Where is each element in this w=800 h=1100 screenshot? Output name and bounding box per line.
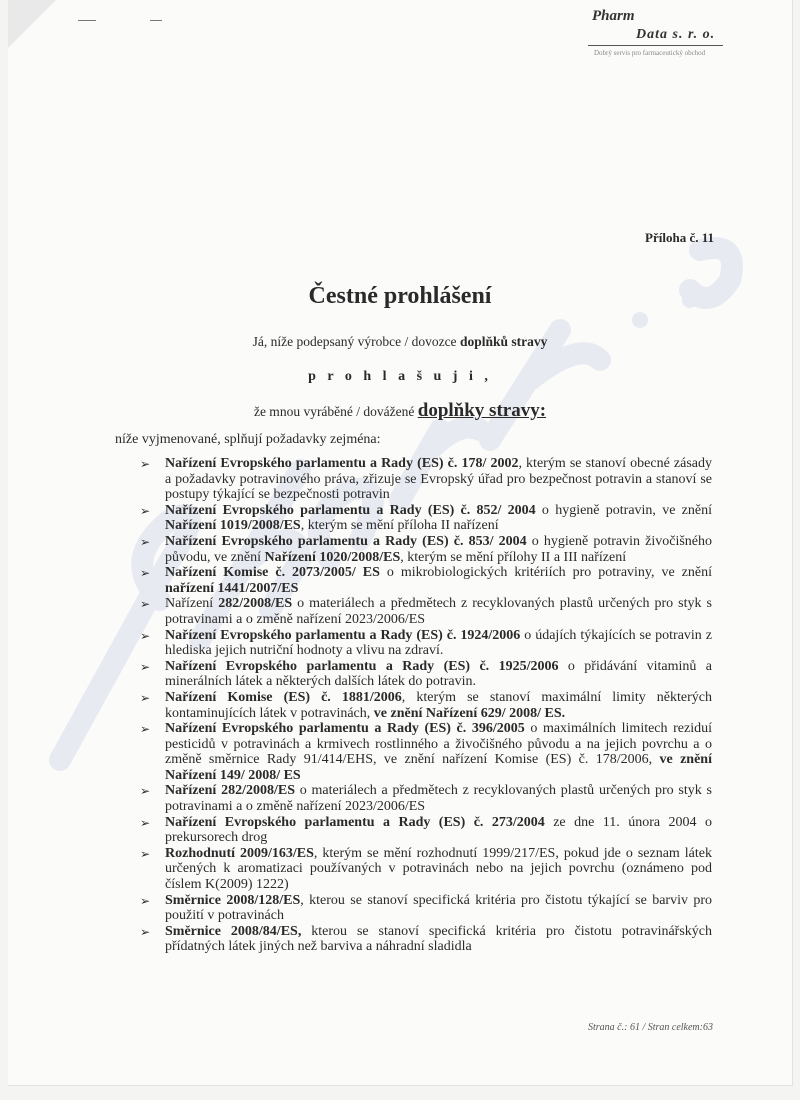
regulation-description: o materiálech a předmětech z recyklovaných plastů určených pro styk s potravinami a o změně nařízení 2023/2006/ES — [165, 783, 712, 815]
regulation-description: , kterým se mění rozhodnutí 1999/217/ES, pokud jde o seznam látek určených k aromatizaci používaných v potravinách nebo na jejich povrchu (oznámeno pod číslem K(2009) 1222) — [165, 845, 712, 893]
regulation-description: , kterým se stanoví obecné zásady a požadavky potravinového práva, zřizuje se Evropský úřad pro bezpečnost potravin a stanoví se postupy týkající se bezpečnosti potravin — [165, 456, 712, 503]
page-number: Strana č.: 61 / Stran celkem:63 — [588, 1022, 713, 1033]
scan-mark — [78, 20, 96, 21]
logo-underline — [588, 45, 723, 46]
regulation-reference: ve znění Nařízení 629/ 2008/ ES. — [373, 705, 566, 721]
products-line — [0, 400, 800, 422]
document-title: Čestné prohlášení — [308, 283, 492, 309]
regulation-description: ze dne 11. února 2004 o prekursorech drog — [165, 814, 712, 846]
arrow-bullet-icon: ➢ — [140, 566, 151, 581]
regulation-description: o materiálech a předmětech z recyklovaných plastů určených pro styk s potravinami a o změně nařízení 2023/2006/ES — [165, 596, 712, 627]
regulation-reference: nařízení 1441/2007/ES — [165, 580, 299, 596]
regulation-description: , kterou se stanoví specifická kritéria pro čistotu týkající se barviv pro použití v potravinách — [165, 892, 712, 924]
arrow-bullet-icon: ➢ — [140, 815, 151, 830]
regulation-item — [140, 534, 712, 565]
regulation-item — [140, 846, 712, 893]
products-heading: doplňky stravy: — [417, 400, 547, 421]
regulation-description: o hygieně potravin živočišného původu, ve znění — [165, 533, 713, 565]
regulation-reference: Nařízení Evropského parlamentu a Rady (ES) č. 178/ 2002 — [165, 456, 519, 471]
regulation-item — [140, 924, 712, 955]
regulation-item — [140, 815, 712, 846]
intro-line — [0, 334, 800, 350]
requirements-intro: níže vyjmenované, splňují požadavky zejména: — [115, 432, 381, 447]
arrow-bullet-icon: ➢ — [140, 503, 151, 518]
regulation-reference: Nařízení 1019/2008/ES — [165, 518, 301, 534]
regulation-reference: Nařízení Evropského parlamentu a Rady (ES) č. 1924/2006 — [165, 627, 521, 643]
arrow-bullet-icon: ➢ — [140, 893, 151, 908]
regulation-reference: Rozhodnutí 2009/163/ES — [165, 845, 314, 861]
regulation-description: , kterým se mění příloha II nařízení — [300, 518, 499, 534]
regulation-description: o mikrobiologických kritériích pro potraviny, ve znění — [379, 565, 712, 581]
regulation-item — [140, 659, 712, 690]
regulation-item — [140, 690, 712, 721]
regulation-reference: ve znění Nařízení 149/ 2008/ ES — [165, 752, 712, 783]
regulation-description: o hygieně potravin, ve znění — [535, 502, 712, 518]
intro-bold: doplňků stravy — [459, 334, 548, 349]
arrow-bullet-icon: ➢ — [140, 597, 151, 612]
folded-corner — [8, 0, 56, 48]
regulation-reference: Nařízení 1020/2008/ES — [264, 549, 401, 565]
regulation-reference: 282/2008/ES — [218, 596, 293, 612]
logo-text-pharm: Pharm — [592, 8, 635, 24]
regulation-reference: Nařízení Evropského parlamentu a Rady (ES) č. 273/2004 — [165, 814, 545, 830]
arrow-bullet-icon: ➢ — [140, 722, 151, 737]
regulation-description: , kterým se mění přílohy II a III nařízení — [400, 549, 627, 565]
regulation-item — [140, 628, 712, 659]
arrow-bullet-icon: ➢ — [140, 659, 151, 674]
arrow-bullet-icon: ➢ — [140, 784, 151, 799]
regulation-list — [140, 456, 712, 955]
regulation-description: kterou se stanoví specifická kritéria pro čistotu potravinářských přídatných látek jiných než barviva a náhradní sladidla — [165, 923, 712, 955]
regulation-description: o maximálních limitech reziduí pesticidů v potravinách a krmivech rostlinného a živočišného původu a na jejich povrchu a o změně směrnice Rady 91/414/EHS, ve znění nařízení Komise (ES) č. 178/2006, — [165, 721, 712, 768]
regulation-item — [140, 893, 712, 924]
declaration-word: p r o h l a š u j i , — [308, 369, 492, 384]
arrow-bullet-icon: ➢ — [140, 690, 151, 705]
intro-text: Já, níže podepsaný výrobce / dovozce — [252, 334, 460, 349]
regulation-reference: Směrnice 2008/128/ES — [165, 892, 301, 908]
regulation-reference: Nařízení 282/2008/ES — [165, 783, 295, 799]
products-text: že mnou vyráběné / dovážené — [253, 404, 418, 419]
regulation-reference: Nařízení Evropského parlamentu a Rady (ES) č. 853/ 2004 — [165, 533, 527, 549]
regulation-description: Nařízení — [165, 596, 219, 612]
regulation-reference: Směrnice 2008/84/ES, — [165, 923, 302, 939]
regulation-reference: Nařízení Evropského parlamentu a Rady (ES) č. 1925/2006 — [165, 658, 559, 674]
regulation-description: , kterým se stanoví maximální limity některých kontaminujících látek v potravinách, — [165, 689, 712, 721]
arrow-bullet-icon: ➢ — [140, 924, 151, 939]
regulation-item — [140, 565, 712, 596]
arrow-bullet-icon: ➢ — [140, 457, 151, 471]
regulation-item — [140, 721, 712, 783]
logo-tagline: Dobrý servis pro farmaceutický obchod — [594, 49, 706, 57]
regulation-reference: Nařízení Komise (ES) č. 1881/2006 — [165, 689, 402, 705]
regulation-reference: Nařízení Komise č. 2073/2005/ ES — [165, 565, 380, 581]
regulation-description: o údajích týkajících se potravin z hlediska jejich nutriční hodnoty a vlivu na zdraví. — [165, 627, 712, 659]
regulation-item — [140, 456, 712, 503]
regulation-reference: Nařízení Evropského parlamentu a Rady (ES) č. 396/2005 — [165, 721, 525, 737]
arrow-bullet-icon: ➢ — [140, 534, 151, 549]
arrow-bullet-icon: ➢ — [140, 628, 151, 643]
regulation-description: o přidávání vitaminů a minerálních látek a některých dalších látek do potravin. — [165, 658, 712, 690]
annex-label: Příloha č. 11 — [645, 230, 714, 245]
company-logo — [588, 8, 728, 64]
arrow-bullet-icon: ➢ — [140, 846, 151, 861]
regulation-item — [140, 783, 712, 814]
regulation-item — [140, 503, 712, 534]
regulation-reference: Nařízení Evropského parlamentu a Rady (ES) č. 852/ 2004 — [165, 502, 536, 518]
regulation-item — [140, 596, 712, 627]
logo-text-data: Data s. r. o. — [636, 27, 716, 42]
scan-mark — [150, 20, 162, 21]
